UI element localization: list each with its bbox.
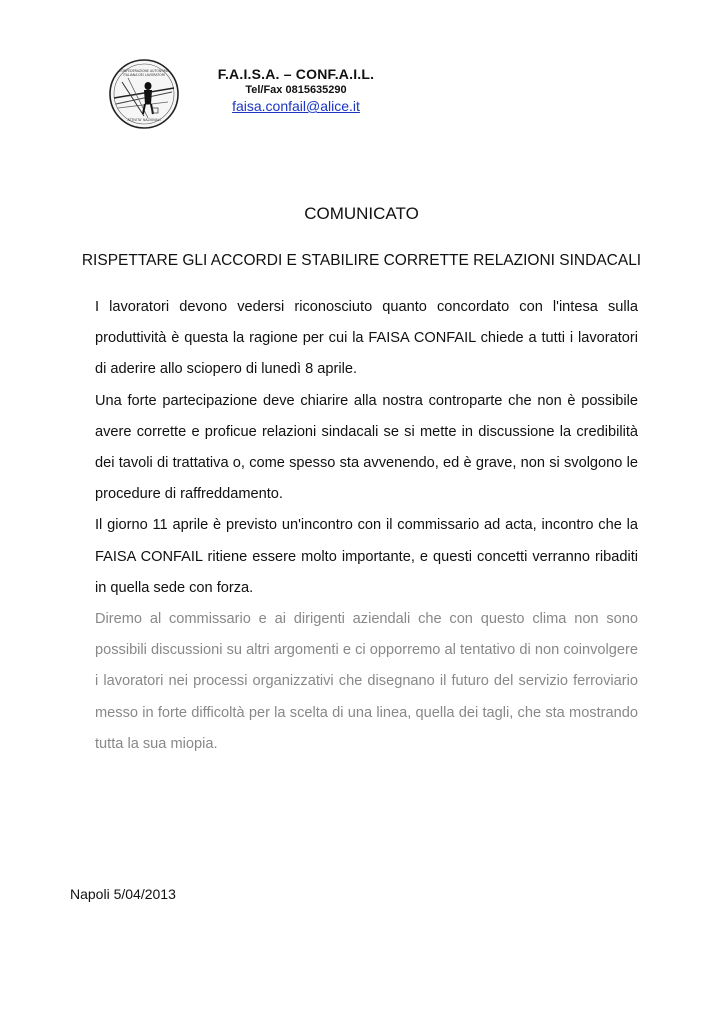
svg-text:ATTIVITA' NAZIONALI: ATTIVITA' NAZIONALI (127, 118, 161, 122)
document-subtitle: RISPETTARE GLI ACCORDI E STABILIRE CORRETTE RELAZIONI SINDACALI (81, 252, 642, 269)
organization-logo (108, 58, 180, 130)
body-paragraph-3: Il giorno 11 aprile è previsto un'incontro con il commissario ad acta, incontro che la FAISA CONFAIL ritiene essere molto importante, e questi concetti verranno ribaditi in quella sede con forza. (95, 517, 638, 596)
organization-email-link[interactable]: faisa.confail@alice.it (232, 98, 360, 114)
organization-header (196, 66, 396, 116)
svg-text:CONFEDERAZIONE AUTONOMA: CONFEDERAZIONE AUTONOMA (119, 69, 169, 73)
organization-name: F.A.I.S.A. – CONF.A.I.L. (217, 66, 375, 82)
place-date: Napoli 5/04/2013 (70, 886, 176, 902)
document-title: COMUNICATO (304, 204, 419, 223)
body-paragraph-4: Diremo al commissario e ai dirigenti aziendali che con questo clima non sono possibili discussioni su altri argomenti e ci opporremo al tentativo di non coinvolgere i lavoratori nei processi organizzativi che disegnano il futuro del servizio ferroviario messo in forte difficoltà per la scelta di una linea, quella dei tagli, che sta mostrando tutta la sua miopia. (95, 611, 638, 752)
svg-text:ITALIANA DEI LAVORATORI: ITALIANA DEI LAVORATORI (123, 73, 165, 77)
logo-seal-icon (108, 58, 180, 130)
body-paragraph-1: I lavoratori devono vedersi riconosciuto quanto concordato con l'intesa sulla produttività è questa la ragione per cui la FAISA CONFAIL chiede a tutti i lavoratori di aderire allo sciopero di lunedì 8 aprile. (95, 299, 638, 378)
body-paragraph-2: Una forte partecipazione deve chiarire alla nostra controparte che non è possibile avere corrette e proficue relazioni sindacali se si mette in discussione la credibilità dei tavoli di trattativa o, come spesso sta avvenendo, ed è grave, non si svolgono le procedure di raffreddamento. (95, 392, 638, 503)
organization-tel-fax: Tel/Fax 0815635290 (245, 84, 347, 96)
document-body (95, 292, 638, 760)
